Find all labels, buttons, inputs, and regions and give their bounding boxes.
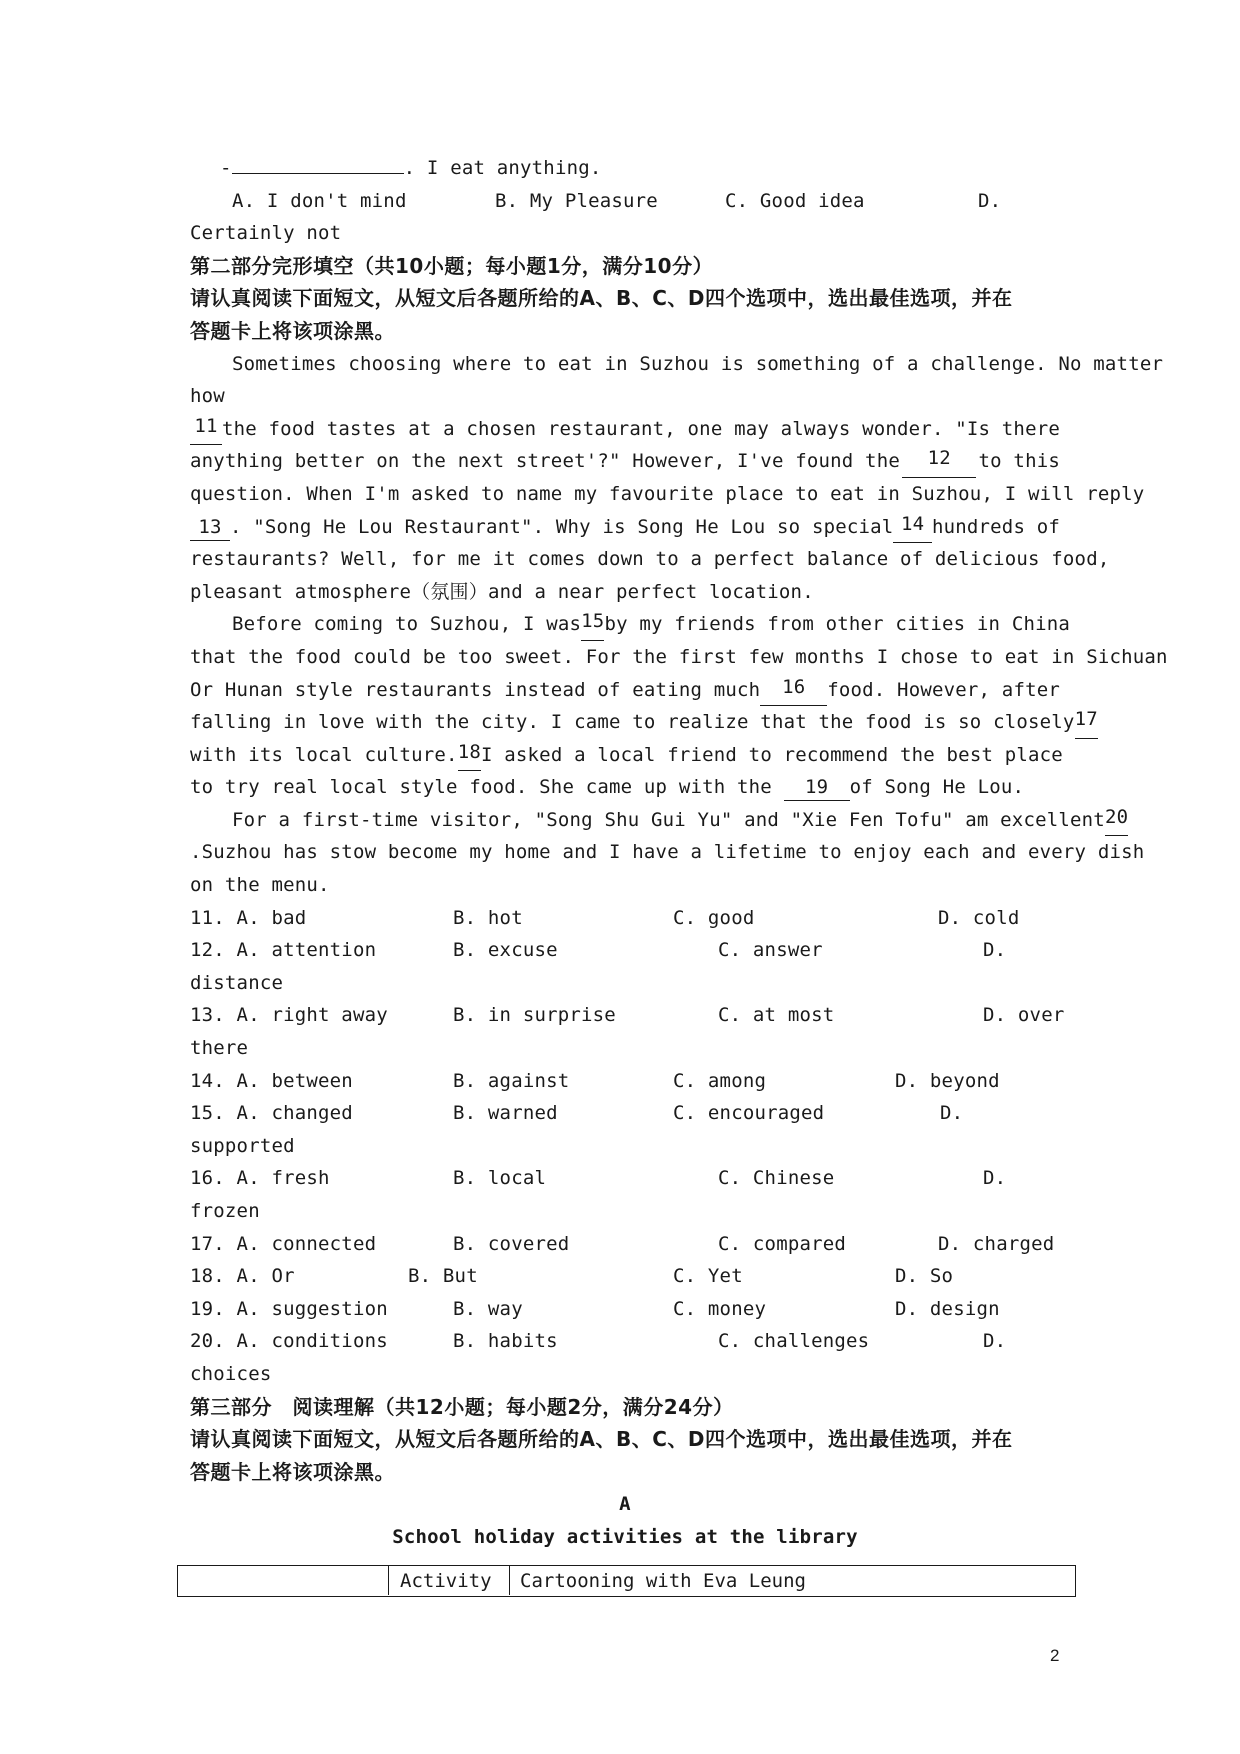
question-option-d: D. cold (938, 906, 1020, 929)
passage-line (190, 771, 1060, 804)
passage-text: hundreds of (931, 515, 1060, 538)
blank-18: 18 (458, 739, 481, 772)
question-option-d: D. (983, 1167, 1007, 1190)
part2-instruction-2: 答题卡上将该项涂黑。 (190, 318, 395, 343)
question-17 (190, 1228, 1060, 1261)
question-option-d: D. (983, 939, 1007, 962)
passage-text: by my friends from other cities in China (604, 613, 1071, 636)
question-option-c: C. answer (718, 939, 823, 962)
passage-line (190, 608, 1071, 641)
part3-title: 第三部分 阅读理解（共12小题；每小题2分，满分24分） (190, 1394, 734, 1419)
part3-instruction-1: 请认真阅读下面短文，从短文后各题所给的A、B、C、D四个选项中，选出最佳选项，并在 (190, 1427, 1013, 1452)
question-18 (190, 1260, 1060, 1293)
question-option-c: C. Yet (673, 1265, 743, 1288)
passage-line (190, 543, 1110, 576)
question-option-d: D. over (983, 1004, 1065, 1027)
passage-line: how (190, 385, 225, 408)
passage-line (190, 804, 1129, 837)
passage-text: falling in love with the city. I came to realize that the food is so closely (190, 711, 1075, 734)
question-option-wrap: supported (190, 1134, 295, 1157)
prev-question-stem (190, 152, 1060, 185)
passage-line: Sometimes choosing where to eat in Suzhou is something of a challenge. No matter (232, 352, 1164, 375)
question-option-b: B. hot (453, 906, 523, 929)
question-option-b: B. local (453, 1167, 547, 1190)
question-option-a: 14. A. between (190, 1069, 353, 1092)
question-option-b: B. habits (453, 1330, 558, 1353)
passage-line (190, 478, 1145, 511)
question-option-c: C. at most (718, 1004, 835, 1027)
question-option-d: D. So (895, 1265, 954, 1288)
passage-text: Before coming to Suzhou, I was (232, 613, 582, 636)
question-option-c: C. Chinese (718, 1167, 835, 1190)
passage-text: anything better on the next street'?" However, I've found the (190, 450, 900, 473)
option-c: C. Good idea (725, 189, 865, 212)
question-14 (190, 1065, 1060, 1098)
question-option-c: C. encouraged (673, 1102, 825, 1125)
option-b: B. My Pleasure (495, 189, 658, 212)
blank-16: 16 (760, 674, 827, 707)
question-option-b: B. in surprise (453, 1004, 616, 1027)
passage-text: to this (978, 450, 1060, 473)
activities-table (177, 1565, 1076, 1597)
question-option-a: 11. A. bad (190, 906, 307, 929)
question-option-a: 16. A. fresh (190, 1167, 330, 1190)
blank-15: 15 (581, 608, 604, 641)
passage-text: restaurants? Well, for me it comes down to a perfect balance of delicious food, (190, 548, 1110, 571)
passage-text: . "Song He Lou Restaurant". Why is Song He Lou so special (230, 515, 894, 538)
question-option-c: C. among (673, 1069, 767, 1092)
question-option-wrap: there (190, 1037, 249, 1060)
passage-text: food. However, after (827, 678, 1060, 701)
passage-line (190, 445, 1060, 478)
question-option-b: B. excuse (453, 939, 558, 962)
option-d: D. (978, 189, 1002, 212)
question-20 (190, 1325, 1060, 1358)
question-13 (190, 999, 1065, 1032)
question-option-wrap: distance (190, 971, 284, 994)
question-option-a: 20. A. conditions (190, 1330, 388, 1353)
page-number: 2 (1050, 1646, 1060, 1665)
question-option-d: D. beyond (895, 1069, 1000, 1092)
passage-line (190, 413, 1060, 446)
question-16 (190, 1162, 1060, 1195)
question-option-a: 18. A. Or (190, 1265, 295, 1288)
option-a: A. I don't mind (232, 189, 407, 212)
passage-line (190, 706, 1098, 739)
passage-line (190, 511, 1060, 544)
part2-instruction-1: 请认真阅读下面短文，从短文后各题所给的A、B、C、D四个选项中，选出最佳选项，并在 (190, 286, 1013, 311)
question-option-d: D. (940, 1102, 964, 1125)
page-content (190, 152, 1168, 1554)
passage-text: question. When I'm asked to name my favourite place to eat in Suzhou, I will reply (190, 482, 1145, 505)
question-option-a: 13. A. right away (190, 1004, 388, 1027)
table-cell-activity-label: Activity (400, 1570, 492, 1592)
question-option-c: C. good (673, 906, 755, 929)
passage-line: pleasant atmosphere（氛围）and a near perfect location. (190, 580, 814, 603)
question-option-c: C. challenges (718, 1330, 870, 1353)
table-divider (388, 1566, 389, 1595)
question-11 (190, 902, 1060, 935)
question-option-wrap: choices (190, 1362, 272, 1385)
blank-19: 19 (784, 774, 850, 801)
blank-14: 14 (893, 511, 932, 544)
stem-suffix: . I eat anything. (403, 157, 602, 179)
table-cell-activity-value: Cartooning with Eva Leung (520, 1570, 806, 1592)
question-option-b: B. warned (453, 1102, 558, 1125)
passage-text: to try real local style food. She came up with the (190, 776, 772, 799)
part2-title: 第二部分完形填空（共10小题；每小题1分，满分10分） (190, 253, 714, 278)
section-label: A (619, 1493, 631, 1516)
question-option-a: 12. A. attention (190, 939, 377, 962)
question-19 (190, 1293, 1060, 1326)
passage-text: I asked a local friend to recommend the best place (480, 743, 1063, 766)
question-option-d: D. design (895, 1297, 1000, 1320)
blank-20: 20 (1105, 804, 1128, 837)
question-option-a: 17. A. connected (190, 1232, 377, 1255)
question-12 (190, 934, 1060, 967)
question-option-a: 15. A. changed (190, 1102, 353, 1125)
passage-text: that the food could be too sweet. For the first few months I chose to eat in Sichuan (190, 645, 1168, 668)
passage-line (190, 674, 1060, 707)
passage-text: .Suzhou has stow become my home and I have a lifetime to enjoy each and every dish (190, 841, 1145, 864)
part3-instruction-2: 答题卡上将该项涂黑。 (190, 1459, 395, 1484)
prev-question-options (190, 185, 1060, 218)
passage-line: on the menu. (190, 874, 330, 897)
passage-line (190, 739, 1063, 772)
passage-text: of Song He Lou. (849, 776, 1025, 799)
passage-text: with its local culture. (190, 743, 458, 766)
section-heading: School holiday activities at the library (392, 1525, 858, 1548)
answer-blank (232, 173, 404, 174)
passage-text: Or Hunan style restaurants instead of eating much (190, 678, 761, 701)
table-divider (509, 1566, 510, 1595)
question-option-d: D. charged (938, 1232, 1055, 1255)
blank-17: 17 (1075, 706, 1098, 739)
question-option-b: B. way (453, 1297, 523, 1320)
question-option-b: B. But (408, 1265, 478, 1288)
question-option-b: B. covered (453, 1232, 570, 1255)
stem-prefix: - (220, 157, 232, 179)
question-option-a: 19. A. suggestion (190, 1297, 388, 1320)
question-option-b: B. against (453, 1069, 570, 1092)
blank-13: 13 (190, 514, 230, 541)
passage-line (190, 641, 1168, 674)
passage-text: For a first-time visitor, "Song Shu Gui Yu" and "Xie Fen Tofu" am excellent (232, 808, 1105, 831)
option-d-wrap: Certainly not (190, 222, 342, 245)
question-option-wrap: frozen (190, 1200, 260, 1222)
question-option-c: C. money (673, 1297, 767, 1320)
question-option-d: D. (983, 1330, 1007, 1353)
question-15 (190, 1097, 1060, 1130)
passage-text: the food tastes at a chosen restaurant, one may always wonder. "Is there (221, 417, 1060, 440)
question-option-c: C. compared (718, 1232, 847, 1255)
blank-12: 12 (902, 445, 976, 478)
passage-line (190, 836, 1145, 869)
blank-11: 11 (190, 413, 222, 446)
